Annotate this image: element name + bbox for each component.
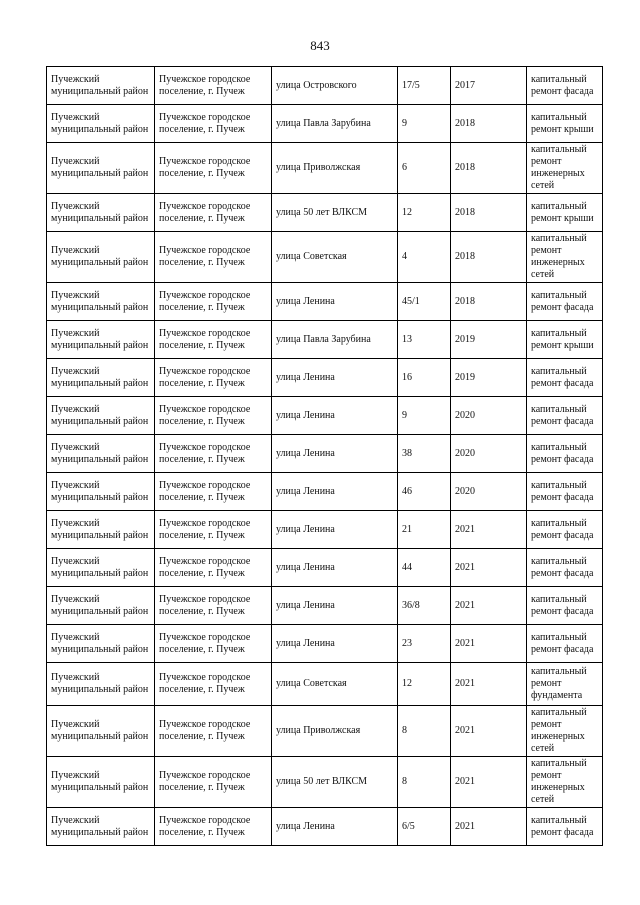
cell-settlement: Пучежское городское поселение, г. Пучеж xyxy=(155,808,272,846)
cell-year: 2021 xyxy=(451,511,527,549)
cell-settlement: Пучежское городское поселение, г. Пучеж xyxy=(155,706,272,757)
cell-settlement: Пучежское городское поселение, г. Пучеж xyxy=(155,67,272,105)
cell-work-type: капитальный ремонт фасада xyxy=(527,359,603,397)
table-row xyxy=(47,397,603,435)
table-row xyxy=(47,473,603,511)
cell-year: 2019 xyxy=(451,321,527,359)
cell-house-number: 12 xyxy=(398,663,451,706)
cell-house-number: 21 xyxy=(398,511,451,549)
cell-house-number: 36/8 xyxy=(398,587,451,625)
cell-region: Пучежский муниципальный район xyxy=(47,625,155,663)
table-row xyxy=(47,625,603,663)
cell-house-number: 9 xyxy=(398,397,451,435)
cell-settlement: Пучежское городское поселение, г. Пучеж xyxy=(155,587,272,625)
cell-work-type: капитальный ремонт фасада xyxy=(527,808,603,846)
cell-settlement: Пучежское городское поселение, г. Пучеж xyxy=(155,473,272,511)
cell-house-number: 16 xyxy=(398,359,451,397)
cell-street: улица Ленина xyxy=(272,625,398,663)
cell-work-type: капитальный ремонт крыши xyxy=(527,321,603,359)
cell-work-type: капитальный ремонт фасада xyxy=(527,473,603,511)
cell-house-number: 8 xyxy=(398,757,451,808)
cell-work-type: капитальный ремонт крыши xyxy=(527,194,603,232)
table-body xyxy=(47,67,603,846)
cell-street: улица Павла Зарубина xyxy=(272,321,398,359)
table-row xyxy=(47,808,603,846)
cell-year: 2021 xyxy=(451,587,527,625)
cell-street: улица 50 лет ВЛКСМ xyxy=(272,194,398,232)
cell-house-number: 23 xyxy=(398,625,451,663)
cell-settlement: Пучежское городское поселение, г. Пучеж xyxy=(155,232,272,283)
cell-year: 2021 xyxy=(451,549,527,587)
cell-year: 2021 xyxy=(451,663,527,706)
cell-house-number: 44 xyxy=(398,549,451,587)
table-row xyxy=(47,587,603,625)
cell-work-type: капитальный ремонт инженерных сетей xyxy=(527,143,603,194)
cell-house-number: 45/1 xyxy=(398,283,451,321)
cell-street: улица Приволжская xyxy=(272,143,398,194)
cell-street: улица Ленина xyxy=(272,283,398,321)
cell-settlement: Пучежское городское поселение, г. Пучеж xyxy=(155,397,272,435)
cell-region: Пучежский муниципальный район xyxy=(47,587,155,625)
cell-year: 2018 xyxy=(451,232,527,283)
cell-work-type: капитальный ремонт фасада xyxy=(527,587,603,625)
cell-street: улица Ленина xyxy=(272,435,398,473)
cell-street: улица Приволжская xyxy=(272,706,398,757)
cell-region: Пучежский муниципальный район xyxy=(47,321,155,359)
cell-year: 2021 xyxy=(451,808,527,846)
table-row xyxy=(47,143,603,194)
cell-house-number: 46 xyxy=(398,473,451,511)
cell-work-type: капитальный ремонт фундамента xyxy=(527,663,603,706)
cell-street: улица Ленина xyxy=(272,808,398,846)
cell-work-type: капитальный ремонт инженерных сетей xyxy=(527,232,603,283)
cell-region: Пучежский муниципальный район xyxy=(47,706,155,757)
cell-year: 2021 xyxy=(451,757,527,808)
cell-year: 2020 xyxy=(451,473,527,511)
repair-schedule-table xyxy=(46,66,603,846)
cell-street: улица Островского xyxy=(272,67,398,105)
cell-house-number: 17/5 xyxy=(398,67,451,105)
cell-street: улица Ленина xyxy=(272,473,398,511)
cell-settlement: Пучежское городское поселение, г. Пучеж xyxy=(155,549,272,587)
cell-region: Пучежский муниципальный район xyxy=(47,232,155,283)
table-row xyxy=(47,706,603,757)
page-number: 843 xyxy=(310,38,330,53)
cell-year: 2019 xyxy=(451,359,527,397)
cell-settlement: Пучежское городское поселение, г. Пучеж xyxy=(155,283,272,321)
cell-settlement: Пучежское городское поселение, г. Пучеж xyxy=(155,435,272,473)
cell-region: Пучежский муниципальный район xyxy=(47,549,155,587)
cell-street: улица Павла Зарубина xyxy=(272,105,398,143)
cell-year: 2018 xyxy=(451,283,527,321)
cell-settlement: Пучежское городское поселение, г. Пучеж xyxy=(155,105,272,143)
table-row xyxy=(47,321,603,359)
cell-house-number: 6 xyxy=(398,143,451,194)
cell-region: Пучежский муниципальный район xyxy=(47,663,155,706)
cell-house-number: 6/5 xyxy=(398,808,451,846)
cell-year: 2020 xyxy=(451,435,527,473)
cell-region: Пучежский муниципальный район xyxy=(47,283,155,321)
table-row xyxy=(47,67,603,105)
cell-street: улица Советская xyxy=(272,232,398,283)
cell-street: улица Ленина xyxy=(272,587,398,625)
table-row xyxy=(47,435,603,473)
cell-house-number: 4 xyxy=(398,232,451,283)
cell-year: 2017 xyxy=(451,67,527,105)
cell-settlement: Пучежское городское поселение, г. Пучеж xyxy=(155,359,272,397)
cell-work-type: капитальный ремонт фасада xyxy=(527,435,603,473)
cell-year: 2018 xyxy=(451,105,527,143)
cell-street: улица Советская xyxy=(272,663,398,706)
table-row xyxy=(47,549,603,587)
cell-work-type: капитальный ремонт крыши xyxy=(527,105,603,143)
table-row xyxy=(47,194,603,232)
table-row xyxy=(47,283,603,321)
cell-region: Пучежский муниципальный район xyxy=(47,105,155,143)
cell-work-type: капитальный ремонт фасада xyxy=(527,397,603,435)
cell-work-type: капитальный ремонт фасада xyxy=(527,67,603,105)
cell-region: Пучежский муниципальный район xyxy=(47,67,155,105)
cell-work-type: капитальный ремонт фасада xyxy=(527,283,603,321)
cell-settlement: Пучежское городское поселение, г. Пучеж xyxy=(155,143,272,194)
cell-settlement: Пучежское городское поселение, г. Пучеж xyxy=(155,625,272,663)
cell-region: Пучежский муниципальный район xyxy=(47,143,155,194)
cell-year: 2020 xyxy=(451,397,527,435)
cell-house-number: 8 xyxy=(398,706,451,757)
cell-house-number: 9 xyxy=(398,105,451,143)
cell-region: Пучежский муниципальный район xyxy=(47,808,155,846)
cell-region: Пучежский муниципальный район xyxy=(47,194,155,232)
cell-region: Пучежский муниципальный район xyxy=(47,435,155,473)
cell-street: улица Ленина xyxy=(272,511,398,549)
cell-house-number: 38 xyxy=(398,435,451,473)
table-row xyxy=(47,359,603,397)
table-row xyxy=(47,511,603,549)
cell-street: улица 50 лет ВЛКСМ xyxy=(272,757,398,808)
table-row xyxy=(47,663,603,706)
cell-work-type: капитальный ремонт фасада xyxy=(527,625,603,663)
cell-street: улица Ленина xyxy=(272,549,398,587)
cell-settlement: Пучежское городское поселение, г. Пучеж xyxy=(155,663,272,706)
cell-year: 2021 xyxy=(451,706,527,757)
cell-settlement: Пучежское городское поселение, г. Пучеж xyxy=(155,511,272,549)
table-row xyxy=(47,757,603,808)
table-row xyxy=(47,232,603,283)
cell-work-type: капитальный ремонт инженерных сетей xyxy=(527,757,603,808)
cell-year: 2018 xyxy=(451,194,527,232)
cell-settlement: Пучежское городское поселение, г. Пучеж xyxy=(155,194,272,232)
cell-year: 2021 xyxy=(451,625,527,663)
cell-region: Пучежский муниципальный район xyxy=(47,473,155,511)
cell-settlement: Пучежское городское поселение, г. Пучеж xyxy=(155,321,272,359)
cell-work-type: капитальный ремонт инженерных сетей xyxy=(527,706,603,757)
cell-year: 2018 xyxy=(451,143,527,194)
cell-street: улица Ленина xyxy=(272,397,398,435)
cell-house-number: 13 xyxy=(398,321,451,359)
cell-region: Пучежский муниципальный район xyxy=(47,511,155,549)
cell-work-type: капитальный ремонт фасада xyxy=(527,511,603,549)
cell-region: Пучежский муниципальный район xyxy=(47,397,155,435)
cell-region: Пучежский муниципальный район xyxy=(47,757,155,808)
cell-house-number: 12 xyxy=(398,194,451,232)
cell-work-type: капитальный ремонт фасада xyxy=(527,549,603,587)
cell-region: Пучежский муниципальный район xyxy=(47,359,155,397)
cell-settlement: Пучежское городское поселение, г. Пучеж xyxy=(155,757,272,808)
cell-street: улица Ленина xyxy=(272,359,398,397)
table-row xyxy=(47,105,603,143)
